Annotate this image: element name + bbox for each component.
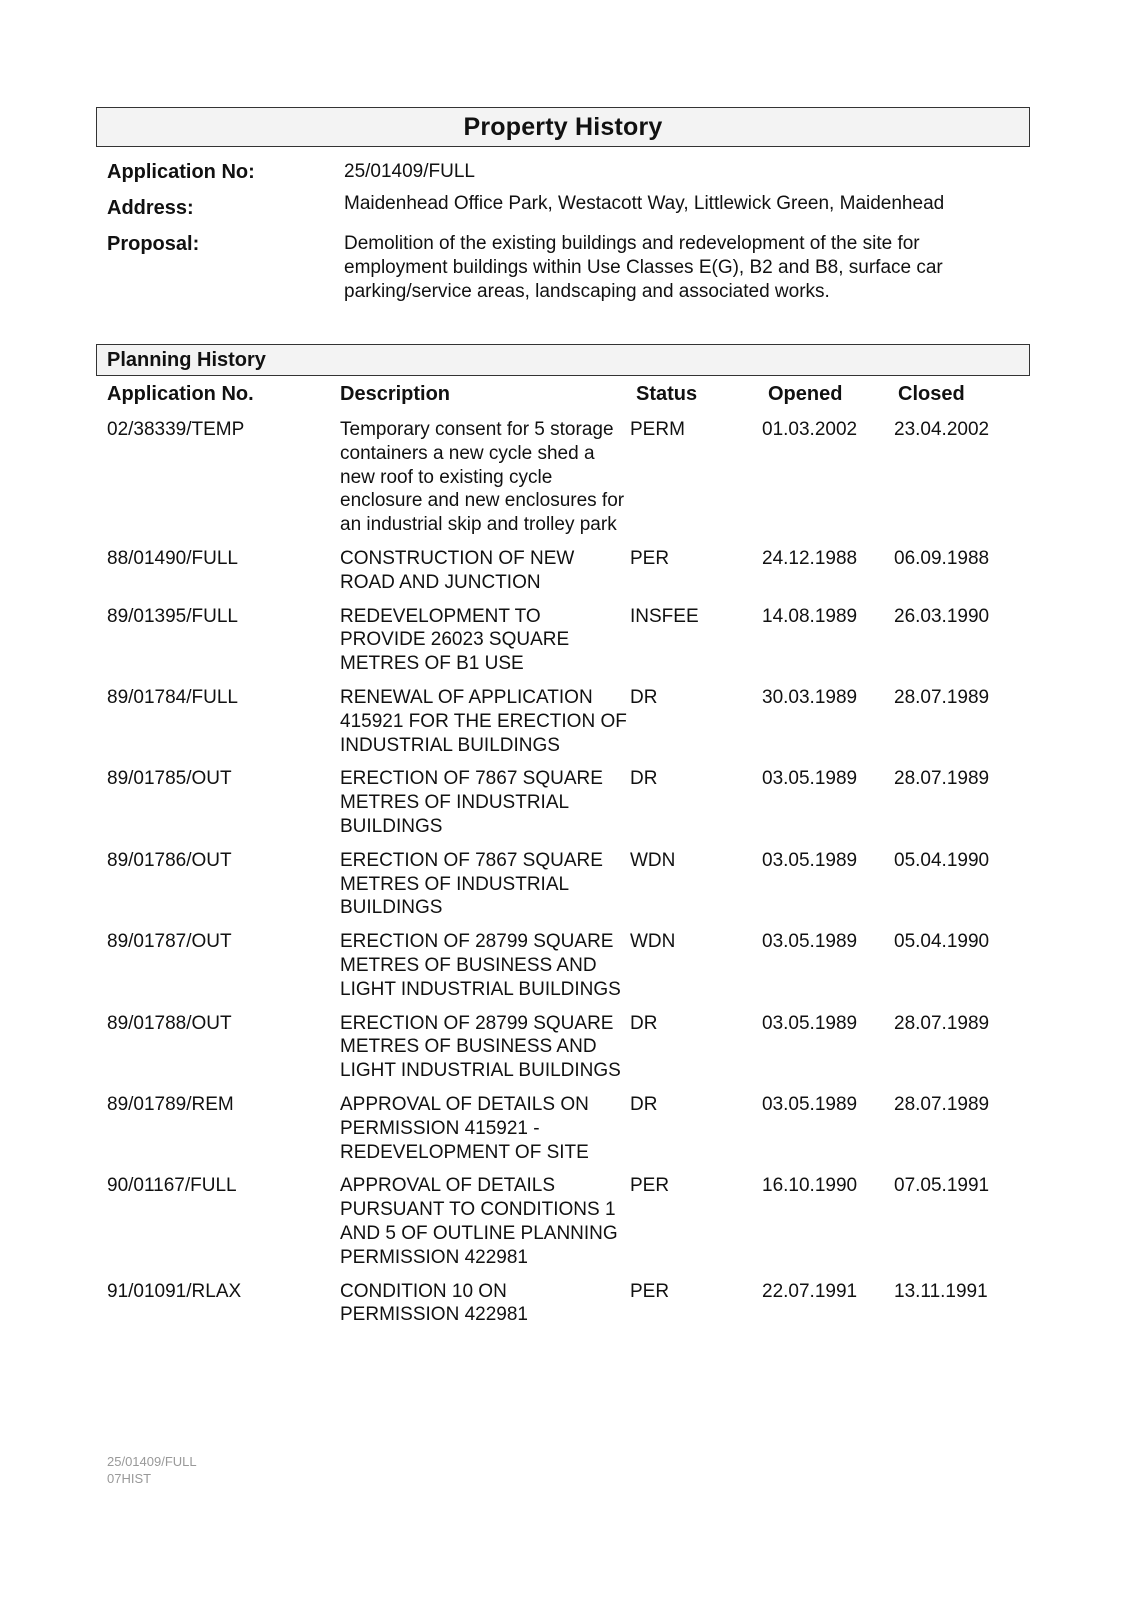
status-cell: WDN xyxy=(630,931,676,953)
planning-history-title: Planning History xyxy=(107,348,266,371)
table-row xyxy=(107,1280,1017,1328)
closed-cell: 26.03.1990 xyxy=(894,605,990,627)
page-title: Property History xyxy=(463,112,663,141)
opened-cell: 24.12.1988 xyxy=(762,547,858,569)
opened-cell: 22.07.1991 xyxy=(762,1280,858,1302)
application-no-cell: 89/01788/OUT xyxy=(107,1012,232,1034)
description-cell: ERECTION OF 28799 SQUARE METRES OF BUSINESS AND LIGHT INDUSTRIAL BUILDINGS xyxy=(340,931,621,1000)
application-no-cell: 89/01786/OUT xyxy=(107,849,232,871)
description-cell: CONDITION 10 ON PERMISSION 422981 xyxy=(340,1280,528,1326)
description-cell: ERECTION OF 7867 SQUARE METRES OF INDUSTRIAL BUILDINGS xyxy=(340,849,603,919)
description-cell: Temporary consent for 5 storage containers a new cycle shed a new roof to existing cycle enclosure and new enclosures for an industrial skip and trolley park xyxy=(340,419,625,536)
document-footer xyxy=(107,1453,197,1487)
closed-cell: 06.09.1988 xyxy=(894,547,990,569)
table-row xyxy=(107,418,1017,537)
application-summary xyxy=(107,160,1017,312)
application-no-cell: 89/01395/FULL xyxy=(107,605,238,627)
application-no-cell: 89/01789/REM xyxy=(107,1093,234,1115)
status-cell: DR xyxy=(630,686,658,708)
status-cell: DR xyxy=(630,768,658,790)
closed-cell: 05.04.1990 xyxy=(894,931,990,953)
application-no-cell: 89/01787/OUT xyxy=(107,931,232,953)
opened-cell: 03.05.1989 xyxy=(762,1012,858,1034)
planning-history-table xyxy=(107,378,1017,1337)
closed-cell: 28.07.1989 xyxy=(894,1093,990,1115)
description-cell: ERECTION OF 28799 SQUARE METRES OF BUSINESS AND LIGHT INDUSTRIAL BUILDINGS xyxy=(340,1012,621,1082)
status-cell: DR xyxy=(630,1093,658,1115)
status-cell: PER xyxy=(630,547,670,569)
description-cell: APPROVAL OF DETAILS PURSUANT TO CONDITIONS 1 AND 5 OF OUTLINE PLANNING PERMISSION 422981 xyxy=(340,1175,618,1268)
opened-cell: 14.08.1989 xyxy=(762,605,858,627)
opened-cell: 03.05.1989 xyxy=(762,931,858,953)
footer-code: 07HIST xyxy=(107,1471,152,1486)
header-description: Description xyxy=(340,382,451,405)
table-row xyxy=(107,930,1017,1001)
footer-reference: 25/01409/FULL xyxy=(107,1454,197,1469)
table-row xyxy=(107,767,1017,838)
closed-cell: 23.04.2002 xyxy=(894,419,990,440)
header-opened: Opened xyxy=(768,382,843,405)
table-row xyxy=(107,1174,1017,1269)
description-cell: RENEWAL OF APPLICATION 415921 FOR THE ERECTION OF INDUSTRIAL BUILDINGS xyxy=(340,686,627,756)
opened-cell: 01.03.2002 xyxy=(762,419,858,440)
status-cell: INSFEE xyxy=(630,605,699,627)
proposal-value: Demolition of the existing buildings and redevelopment of the site for employment buildings within Use Classes E(G), B2 and B8, surface car parking/service areas, landscaping and associated works. xyxy=(344,233,943,302)
closed-cell: 28.07.1989 xyxy=(894,768,990,790)
table-row xyxy=(107,1093,1017,1164)
description-cell: REDEVELOPMENT TO PROVIDE 26023 SQUARE METRES OF B1 USE xyxy=(340,605,570,675)
address-row xyxy=(107,192,1017,220)
table-row xyxy=(107,547,1017,595)
description-cell: CONSTRUCTION OF NEW ROAD AND JUNCTION xyxy=(340,547,575,593)
status-cell: WDN xyxy=(630,849,676,871)
status-cell: PER xyxy=(630,1280,670,1302)
header-status: Status xyxy=(636,382,698,405)
closed-cell: 28.07.1989 xyxy=(894,1012,990,1034)
status-cell: DR xyxy=(630,1012,658,1034)
opened-cell: 03.05.1989 xyxy=(762,768,858,790)
status-cell: PER xyxy=(630,1175,670,1197)
header-application-no: Application No. xyxy=(107,382,254,405)
description-cell: APPROVAL OF DETAILS ON PERMISSION 415921 - REDEVELOPMENT OF SITE xyxy=(340,1093,589,1163)
title-box xyxy=(96,107,1030,147)
application-no-cell: 91/01091/RLAX xyxy=(107,1280,242,1302)
application-no-cell: 90/01167/FULL xyxy=(107,1175,237,1197)
status-cell: PERM xyxy=(630,419,685,440)
table-row xyxy=(107,1012,1017,1083)
table-row xyxy=(107,686,1017,757)
table-row xyxy=(107,849,1017,920)
address-value: Maidenhead Office Park, Westacott Way, Littlewick Green, Maidenhead xyxy=(344,193,945,214)
closed-cell: 05.04.1990 xyxy=(894,849,990,871)
opened-cell: 03.05.1989 xyxy=(762,1093,858,1115)
opened-cell: 30.03.1989 xyxy=(762,686,858,708)
proposal-label: Proposal: xyxy=(107,233,200,255)
planning-history-section-header xyxy=(96,344,1030,376)
address-label: Address: xyxy=(107,197,194,219)
application-no-cell: 89/01785/OUT xyxy=(107,768,232,790)
application-no-row xyxy=(107,160,1017,184)
application-no-cell: 88/01490/FULL xyxy=(107,547,238,569)
application-no-cell: 89/01784/FULL xyxy=(107,686,238,708)
application-no-value: 25/01409/FULL xyxy=(344,161,475,182)
opened-cell: 16.10.1990 xyxy=(762,1175,858,1197)
header-closed: Closed xyxy=(898,382,965,405)
table-row xyxy=(107,605,1017,676)
opened-cell: 03.05.1989 xyxy=(762,849,858,871)
closed-cell: 13.11.1991 xyxy=(894,1280,988,1302)
application-no-label: Application No: xyxy=(107,161,255,183)
closed-cell: 28.07.1989 xyxy=(894,686,990,708)
proposal-row xyxy=(107,232,1017,304)
description-cell: ERECTION OF 7867 SQUARE METRES OF INDUSTRIAL BUILDINGS xyxy=(340,768,603,837)
closed-cell: 07.05.1991 xyxy=(894,1175,990,1197)
application-no-cell: 02/38339/TEMP xyxy=(107,419,245,440)
table-header xyxy=(107,378,1017,410)
